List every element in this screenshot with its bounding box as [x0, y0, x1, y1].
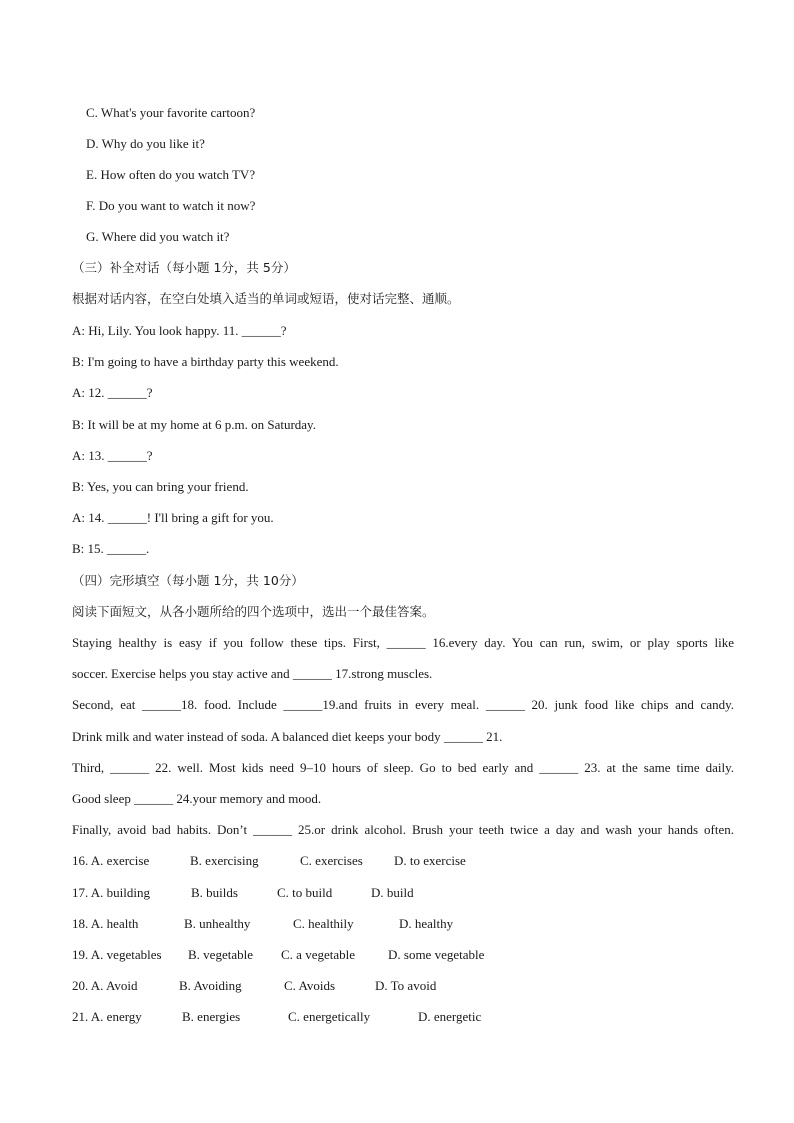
- option-line: F. Do you want to watch it now?: [86, 198, 256, 213]
- dialogue-line: B: I'm going to have a birthday party this weekend.: [72, 354, 339, 369]
- option-line: E. How often do you watch TV?: [86, 167, 256, 182]
- question-option-a: 18. A. health: [72, 916, 139, 931]
- question-option-b: B. vegetable: [188, 947, 253, 962]
- dialogue-line: A: 13. ______?: [72, 448, 153, 463]
- dialogue-line: B: Yes, you can bring your friend.: [72, 479, 249, 494]
- question-option-a: 21. A. energy: [72, 1009, 142, 1024]
- passage-line: Good sleep ______ 24.your memory and mood.: [72, 791, 322, 806]
- question-option-c: C. energetically: [288, 1009, 371, 1024]
- dialogue-line: B: It will be at my home at 6 p.m. on Saturday.: [72, 417, 316, 432]
- question-option-b: B. exercising: [190, 853, 259, 868]
- question-option-d: D. build: [371, 885, 414, 900]
- question-option-c: C. exercises: [300, 853, 363, 868]
- question-option-d: D. healthy: [399, 916, 454, 931]
- passage-line: Drink milk and water instead of soda. A balanced diet keeps your body ______ 21.: [72, 729, 503, 744]
- question-option-c: C. Avoids: [284, 978, 336, 993]
- question-option-a: 20. A. Avoid: [72, 978, 138, 993]
- option-line: G. Where did you watch it?: [86, 229, 230, 244]
- question-option-b: B. builds: [191, 885, 238, 900]
- question-option-d: D. energetic: [418, 1009, 482, 1024]
- question-option-c: C. healthily: [293, 916, 354, 931]
- question-option-b: B. unhealthy: [184, 916, 251, 931]
- option-line: C. What's your favorite cartoon?: [86, 105, 256, 120]
- question-option-d: D. To avoid: [375, 978, 437, 993]
- question-row: [72, 946, 632, 964]
- dialogue-line: A: 14. ______! I'll bring a gift for you.: [72, 510, 274, 525]
- question-option-d: D. to exercise: [394, 853, 466, 868]
- section-heading: （四）完形填空（每小题 1分，共 10分）: [72, 573, 304, 588]
- question-row: [72, 1008, 632, 1026]
- question-option-c: C. to build: [277, 885, 333, 900]
- question-row: [72, 915, 632, 933]
- question-option-a: 19. A. vegetables: [72, 947, 162, 962]
- section-heading: （三）补全对话（每小题 1分，共 5分）: [72, 260, 296, 275]
- section-instruction: 根据对话内容，在空白处填入适当的单词或短语，使对话完整、通顺。: [72, 291, 460, 306]
- passage-line: soccer. Exercise helps you stay active and ______ 17.strong muscles.: [72, 666, 433, 681]
- passage-line: Finally, avoid bad habits. Don’t ______ 25.or drink alcohol. Brush your teeth twice a day and wash your hands often.: [72, 822, 734, 837]
- question-option-a: 17. A. building: [72, 885, 151, 900]
- passage-line: Second, eat ______18. food. Include ______19.and fruits in every meal. ______ 20. junk food like chips and candy.: [72, 697, 734, 712]
- question-option-b: B. energies: [182, 1009, 241, 1024]
- passage-line: Staying healthy is easy if you follow these tips. First, ______ 16.every day. You can run, swim, or play sports like: [72, 635, 734, 650]
- question-row: [72, 852, 632, 870]
- dialogue-line: A: 12. ______?: [72, 385, 153, 400]
- question-row: [72, 884, 632, 902]
- question-option-b: B. Avoiding: [179, 978, 242, 993]
- option-line: D. Why do you like it?: [86, 136, 205, 151]
- passage-line: Third, ______ 22. well. Most kids need 9–10 hours of sleep. Go to bed early and ______ 23. at the same time daily.: [72, 760, 734, 775]
- question-option-a: 16. A. exercise: [72, 853, 150, 868]
- dialogue-line: A: Hi, Lily. You look happy. 11. ______?: [72, 323, 287, 338]
- section-instruction: 阅读下面短文，从各小题所给的四个选项中，选出一个最佳答案。: [72, 604, 435, 619]
- question-row: [72, 977, 632, 995]
- dialogue-line: B: 15. ______.: [72, 541, 150, 556]
- question-option-c: C. a vegetable: [281, 947, 355, 962]
- question-option-d: D. some vegetable: [388, 947, 485, 962]
